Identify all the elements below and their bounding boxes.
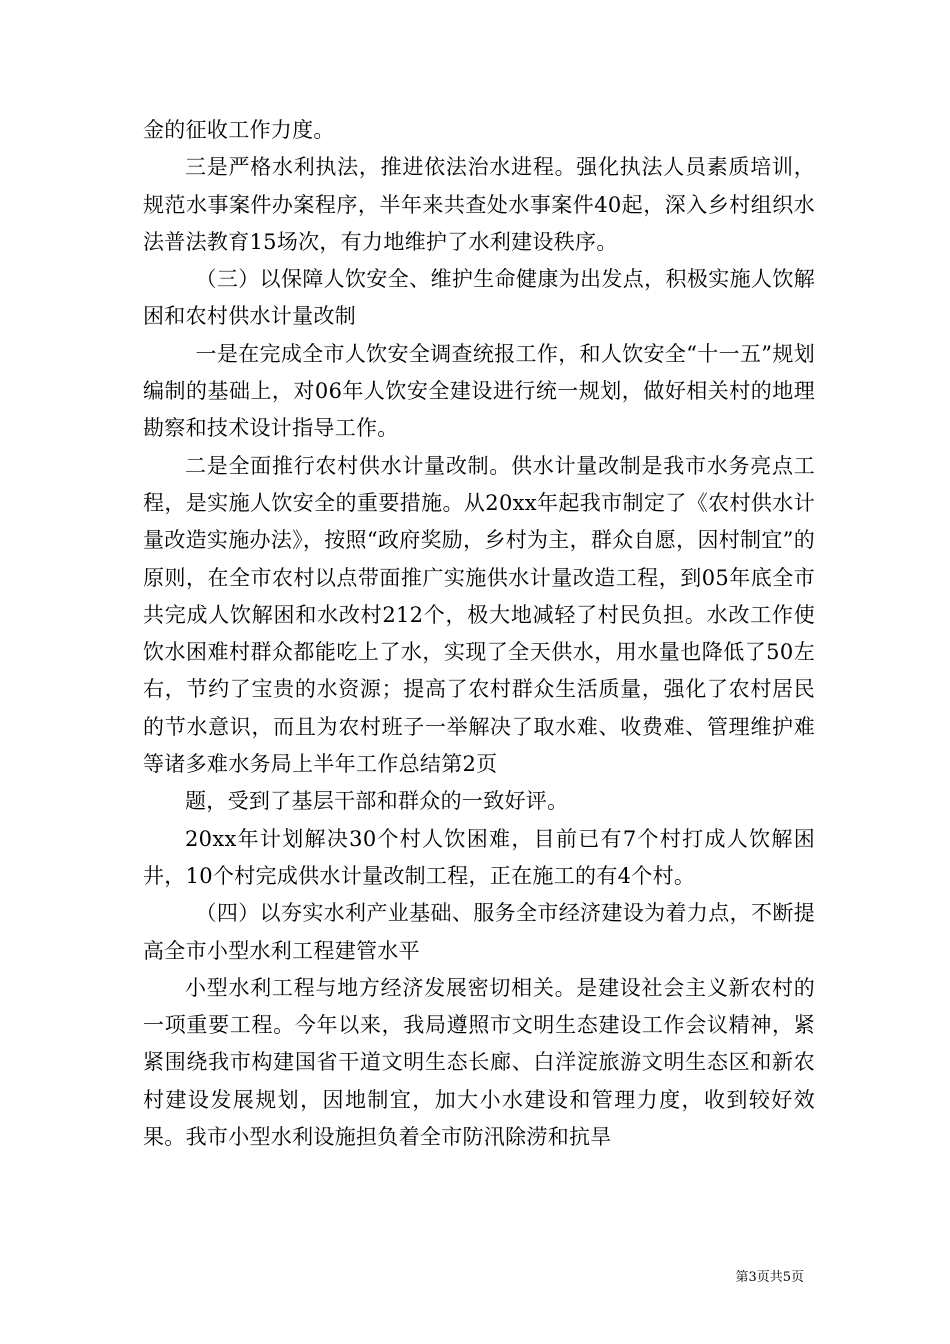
- page-number: 第3页共5页: [735, 1270, 804, 1285]
- paragraph-praise: 题，受到了基层干部和群众的一致好评。: [185, 789, 569, 814]
- paragraph-water-safety-survey: 一是在完成全市人饮安全调查统报工作，和人饮安全“十一五”规划编制的基础上，对06年人饮安全建设进行统一规划，做好相关村的地理勘察和技术设计指导工作。: [143, 341, 815, 441]
- paragraph-annual-plan: 20xx年计划解决30个村人饮困难，目前已有7个村打成人饮解困井，10个村完成供水计量改制工程，正在施工的有4个村。: [143, 826, 815, 888]
- section-heading-4: （四）以夯实水利产业基础、服务全市经济建设为着力点，不断提高全市小型水利工程建管水平: [143, 901, 815, 963]
- document-body: [143, 112, 815, 1156]
- paragraph-small-water-projects: 小型水利工程与地方经济发展密切相关。是建设社会主义新农村的一项重要工程。今年以来，我局遵照市文明生态建设工作会议精神，紧紧围绕我市构建国省干道文明生态长廊、白洋淀旅游文明生态区和新农村建设发展规划，因地制宜，加大小水建设和管理力度，收到较好效果。我市小型水利设施担负着全市防汛除涝和抗旱: [143, 975, 815, 1150]
- paragraph-continuation: 金的征收工作力度。: [143, 118, 335, 142]
- paragraph-metering-reform: 二是全面推行农村供水计量改制。供水计量改制是我市水务亮点工程，是实施人饮安全的重要措施。从20xx年起我市制定了《农村供水计量改造实施办法》，按照“政府奖励，乡村为主，群众自愿，因村制宜”的原则，在全市农村以点带面推广实施供水计量改造工程，到05年底全市共完成人饮解困和水改村212个，极大地减轻了村民负担。水改工作使饮水困难村群众都能吃上了水，实现了全天供水，用水量也降低了50左右，节约了宝贵的水资源；提高了农村群众生活质量，强化了农村居民的节水意识，而且为农村班子一举解决了取水难、收费难、管理维护难等诸多难水务局上半年工作总结第2页: [143, 453, 815, 777]
- paragraph-law-enforcement: 三是严格水利执法，推进依法治水进程。强化执法人员素质培训，规范水事案件办案程序，半年来共查处水事案件40起，深入乡村组织水法普法教育15场次，有力地维护了水利建设秩序。: [143, 155, 815, 254]
- section-heading-3: （三）以保障人饮安全、维护生命健康为出发点，积极实施人饮解困和农村供水计量改制: [143, 267, 815, 329]
